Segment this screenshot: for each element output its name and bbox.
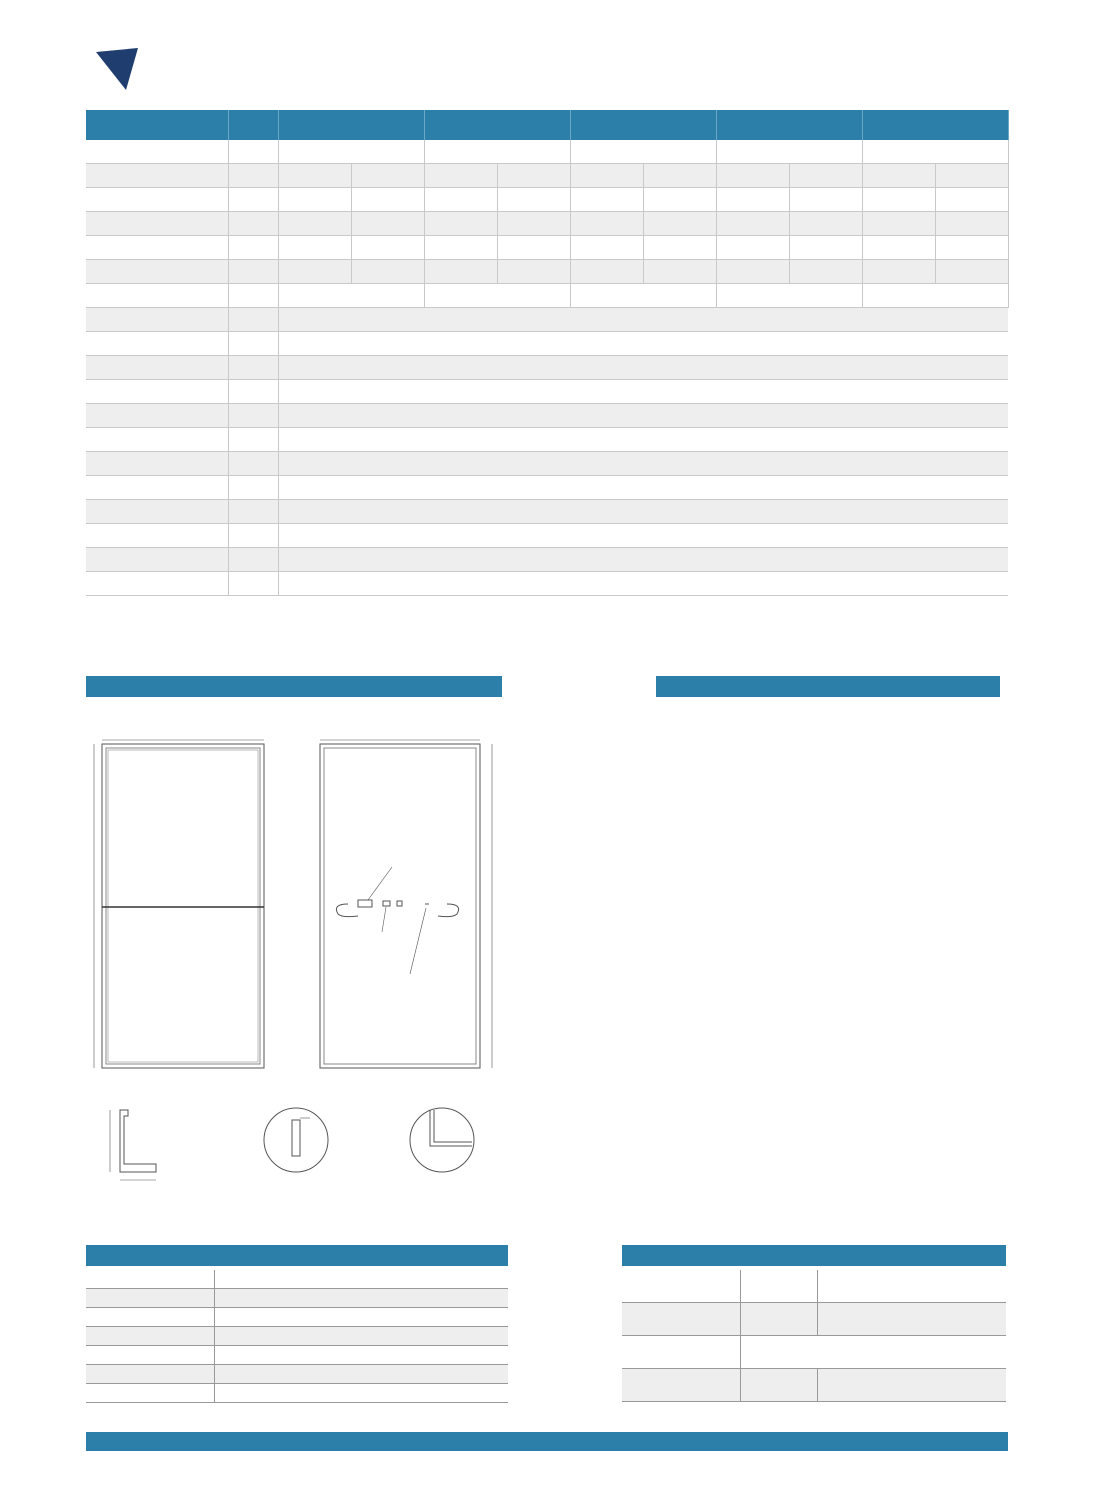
- row-value: [278, 332, 1008, 356]
- row-unit: [228, 140, 278, 164]
- material-key: [86, 1327, 215, 1346]
- spec-row: [86, 548, 1008, 572]
- noct-header: [789, 140, 862, 164]
- material-row: [86, 1384, 508, 1403]
- packing-value: [818, 1303, 1007, 1336]
- row-unit: [228, 236, 278, 260]
- spec-row: [86, 524, 1008, 548]
- stc-value: [716, 236, 789, 260]
- spec-row: [86, 140, 1008, 164]
- detail-i-drawing: [264, 1108, 328, 1172]
- noct-value: [497, 212, 570, 236]
- spec-row: [86, 428, 1008, 452]
- stc-value: [716, 164, 789, 188]
- spec-row: [86, 164, 1008, 188]
- row-unit: [228, 332, 278, 356]
- stc-value: [424, 212, 497, 236]
- row-value: [278, 452, 1008, 476]
- row-value: [278, 380, 1008, 404]
- unit-header: [228, 110, 278, 140]
- model-header: [570, 110, 716, 140]
- row-label: [86, 188, 228, 212]
- row-label: [86, 356, 228, 380]
- model-header: [716, 110, 862, 140]
- row-unit: [228, 428, 278, 452]
- efficiency-value: [278, 284, 424, 308]
- row-unit: [228, 260, 278, 284]
- stc-value: [424, 188, 497, 212]
- noct-header: [497, 140, 570, 164]
- noct-value: [643, 260, 716, 284]
- packing-unit: [741, 1270, 818, 1303]
- footer-bar: [86, 1432, 1008, 1451]
- packing-key: [622, 1303, 741, 1336]
- packing-value: [818, 1270, 1007, 1303]
- noct-value: [935, 236, 1008, 260]
- stc-header: [716, 140, 789, 164]
- row-unit: [228, 572, 278, 596]
- model-header: [424, 110, 570, 140]
- row-value: [278, 356, 1008, 380]
- model-header: [278, 110, 424, 140]
- noct-value: [643, 164, 716, 188]
- noct-value: [351, 212, 424, 236]
- packing-key: [622, 1369, 741, 1402]
- row-value: [278, 548, 1008, 572]
- stc-value: [716, 188, 789, 212]
- row-unit: [228, 212, 278, 236]
- stc-value: [716, 212, 789, 236]
- material-table: [86, 1270, 508, 1403]
- pv-chart: [670, 1016, 990, 1230]
- row-label: [86, 428, 228, 452]
- row-label: [86, 164, 228, 188]
- iv-chart: [670, 742, 990, 956]
- noct-value: [643, 236, 716, 260]
- row-label: [86, 476, 228, 500]
- material-key: [86, 1308, 215, 1327]
- material-details-bar: [86, 1245, 508, 1266]
- spec-row: [86, 476, 1008, 500]
- packing-key: [622, 1336, 741, 1369]
- row-value: [278, 500, 1008, 524]
- packing-row: [622, 1270, 1006, 1303]
- noct-value: [351, 188, 424, 212]
- stc-value: [278, 236, 351, 260]
- noct-value: [789, 212, 862, 236]
- spec-row: [86, 404, 1008, 428]
- packing-table: [622, 1270, 1006, 1402]
- row-unit: [228, 524, 278, 548]
- row-unit: [228, 476, 278, 500]
- packing-value: [741, 1336, 1007, 1369]
- row-label: [86, 524, 228, 548]
- row-unit: [228, 404, 278, 428]
- noct-value: [643, 212, 716, 236]
- engineering-drawings: [86, 720, 510, 1240]
- row-value: [278, 476, 1008, 500]
- noct-value: [497, 164, 570, 188]
- row-unit: [228, 356, 278, 380]
- packing-row: [622, 1303, 1006, 1336]
- efficiency-value: [716, 284, 862, 308]
- stc-value: [570, 164, 643, 188]
- row-value: [278, 524, 1008, 548]
- row-unit: [228, 500, 278, 524]
- stc-header: [278, 140, 351, 164]
- row-label: [86, 308, 228, 332]
- stc-value: [570, 260, 643, 284]
- stc-value: [716, 260, 789, 284]
- material-value: [215, 1346, 509, 1365]
- row-unit: [228, 548, 278, 572]
- row-label: [86, 140, 228, 164]
- row-value: [278, 428, 1008, 452]
- packing-value: [818, 1369, 1007, 1402]
- row-label: [86, 212, 228, 236]
- noct-value: [789, 164, 862, 188]
- material-row: [86, 1365, 508, 1384]
- stc-value: [862, 164, 935, 188]
- packing-key: [622, 1270, 741, 1303]
- row-label: [86, 404, 228, 428]
- stc-header: [862, 140, 935, 164]
- packing-unit: [741, 1369, 818, 1402]
- spec-row: [86, 308, 1008, 332]
- row-label: [86, 452, 228, 476]
- material-key: [86, 1289, 215, 1308]
- packing-row: [622, 1336, 1006, 1369]
- material-value: [215, 1365, 509, 1384]
- noct-value: [789, 236, 862, 260]
- efficiency-value: [862, 284, 1008, 308]
- material-key: [86, 1384, 215, 1403]
- spec-table: [86, 110, 1009, 596]
- stc-value: [424, 260, 497, 284]
- stc-value: [862, 236, 935, 260]
- material-value: [215, 1308, 509, 1327]
- row-label: [86, 332, 228, 356]
- row-unit: [228, 284, 278, 308]
- material-key: [86, 1346, 215, 1365]
- material-value: [215, 1289, 509, 1308]
- stc-value: [862, 212, 935, 236]
- noct-value: [643, 188, 716, 212]
- row-label: [86, 260, 228, 284]
- stc-value: [570, 212, 643, 236]
- stc-header: [424, 140, 497, 164]
- company-logo-icon: [96, 48, 138, 90]
- spec-row: [86, 260, 1008, 284]
- stc-value: [278, 212, 351, 236]
- noct-value: [935, 212, 1008, 236]
- packing-row: [622, 1369, 1006, 1402]
- material-row: [86, 1270, 508, 1289]
- stc-value: [278, 260, 351, 284]
- row-unit: [228, 188, 278, 212]
- module-type-header: [86, 110, 228, 140]
- material-row: [86, 1289, 508, 1308]
- stc-header: [570, 140, 643, 164]
- material-value: [215, 1384, 509, 1403]
- row-label: [86, 284, 228, 308]
- spec-row: [86, 380, 1008, 404]
- noct-header: [351, 140, 424, 164]
- stc-value: [570, 188, 643, 212]
- noct-value: [935, 260, 1008, 284]
- noct-header: [643, 140, 716, 164]
- stc-value: [278, 188, 351, 212]
- front-view-drawing: [94, 740, 264, 1068]
- section-aa-drawing: [110, 1110, 156, 1180]
- row-value: [278, 308, 1008, 332]
- detail-ii-drawing: [410, 1108, 474, 1172]
- stc-value: [862, 260, 935, 284]
- row-label: [86, 548, 228, 572]
- row-label: [86, 380, 228, 404]
- noct-value: [789, 260, 862, 284]
- packing-details-bar: [622, 1245, 1006, 1266]
- noct-header: [935, 140, 1008, 164]
- noct-value: [935, 164, 1008, 188]
- row-unit: [228, 452, 278, 476]
- noct-value: [789, 188, 862, 212]
- spec-row: [86, 212, 1008, 236]
- stc-value: [424, 164, 497, 188]
- material-key: [86, 1270, 215, 1289]
- spec-row: [86, 332, 1008, 356]
- row-unit: [228, 164, 278, 188]
- efficiency-value: [424, 284, 570, 308]
- material-key: [86, 1365, 215, 1384]
- iv-curves-bar: [656, 676, 1000, 697]
- stc-value: [424, 236, 497, 260]
- row-unit: [228, 380, 278, 404]
- spec-row: [86, 356, 1008, 380]
- noct-value: [497, 236, 570, 260]
- spec-row: [86, 284, 1008, 308]
- noct-value: [351, 164, 424, 188]
- material-value: [215, 1270, 509, 1289]
- material-row: [86, 1327, 508, 1346]
- row-value: [278, 404, 1008, 428]
- packing-unit: [741, 1303, 818, 1336]
- stc-value: [278, 164, 351, 188]
- row-label: [86, 572, 228, 596]
- row-unit: [228, 308, 278, 332]
- efficiency-value: [570, 284, 716, 308]
- material-value: [215, 1327, 509, 1346]
- model-header: [862, 110, 1008, 140]
- noct-value: [351, 236, 424, 260]
- row-value: [278, 572, 1008, 596]
- row-label: [86, 500, 228, 524]
- spec-row: [86, 188, 1008, 212]
- noct-value: [935, 188, 1008, 212]
- noct-value: [351, 260, 424, 284]
- back-view-drawing: [320, 740, 492, 1068]
- stc-value: [862, 188, 935, 212]
- row-label: [86, 236, 228, 260]
- spec-row: [86, 236, 1008, 260]
- noct-value: [497, 188, 570, 212]
- spec-row: [86, 452, 1008, 476]
- engineering-drawings-bar: [86, 676, 502, 697]
- spec-row: [86, 572, 1008, 596]
- noct-value: [497, 260, 570, 284]
- spec-header-row: [86, 110, 1008, 140]
- stc-value: [570, 236, 643, 260]
- material-row: [86, 1346, 508, 1365]
- material-row: [86, 1308, 508, 1327]
- spec-row: [86, 500, 1008, 524]
